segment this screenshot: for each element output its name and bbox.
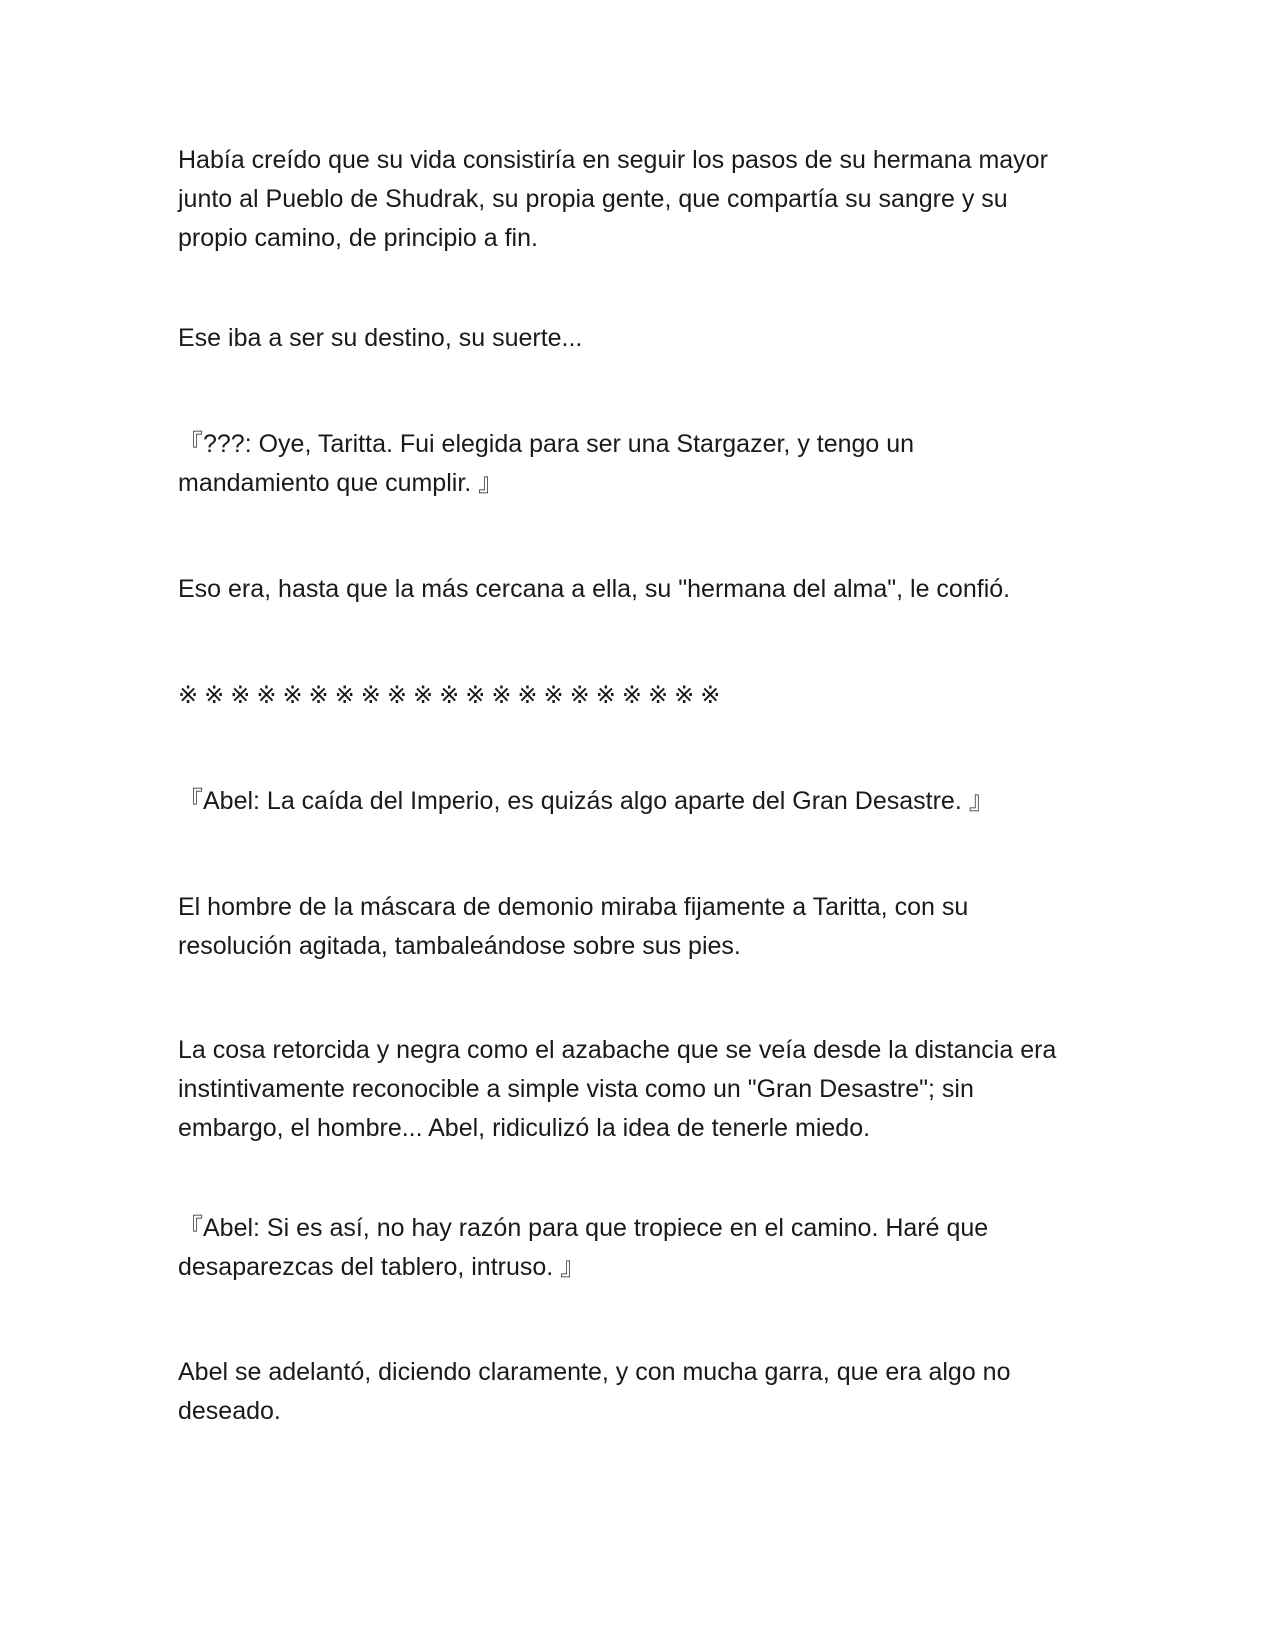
paragraph-intro — [178, 141, 1118, 258]
text-line: Eso era, hasta que la más cercana a ella, su "hermana del alma", le confió. — [178, 575, 1011, 603]
text-line: desaparezcas del tablero, intruso. 』 — [178, 1253, 586, 1281]
text-line: Abel se adelantó, diciendo claramente, y con mucha garra, que era algo no — [178, 1358, 1011, 1386]
dialogue-stargazer — [178, 425, 1118, 503]
text-line: 『Abel: Si es así, no hay razón para que tropiece en el camino. Haré que — [178, 1214, 989, 1242]
text-line: resolución agitada, tambaleándose sobre sus pies. — [178, 932, 741, 960]
text-line: instintivamente reconocible a simple vista como un "Gran Desastre"; sin — [178, 1075, 974, 1103]
text-line: Había creído que su vida consistiría en seguir los pasos de su hermana mayor — [178, 146, 1048, 174]
scene-separator — [178, 676, 1118, 715]
text-line: 『Abel: La caída del Imperio, es quizás algo aparte del Gran Desastre. 』 — [178, 787, 994, 815]
text-line: Ese iba a ser su destino, su suerte... — [178, 324, 583, 352]
text-line: propio camino, de principio a fin. — [178, 224, 538, 252]
paragraph-abel-advances — [178, 1353, 1118, 1431]
dialogue-abel-intruder — [178, 1209, 1118, 1287]
paragraph-great-disaster — [178, 1031, 1118, 1148]
text-line: El hombre de la máscara de demonio miraba fijamente a Taritta, con su — [178, 893, 969, 921]
text-line: embargo, el hombre... Abel, ridiculizó la idea de tenerle miedo. — [178, 1114, 871, 1142]
text-line: junto al Pueblo de Shudrak, su propia gente, que compartía su sangre y su — [178, 185, 1008, 213]
dialogue-abel-empire — [178, 782, 1118, 821]
text-line: mandamiento que cumplir. 』 — [178, 469, 504, 497]
text-line: 『???: Oye, Taritta. Fui elegida para ser una Stargazer, y tengo un — [178, 430, 915, 458]
paragraph-destiny — [178, 319, 1118, 358]
text-line: La cosa retorcida y negra como el azabache que se veía desde la distancia era — [178, 1036, 1057, 1064]
separator-symbols: ※※※※※※※※※※※※※※※※※※※※※ — [178, 681, 727, 709]
paragraph-soul-sister — [178, 570, 1118, 609]
paragraph-demon-mask — [178, 888, 1118, 966]
text-line: deseado. — [178, 1397, 281, 1425]
